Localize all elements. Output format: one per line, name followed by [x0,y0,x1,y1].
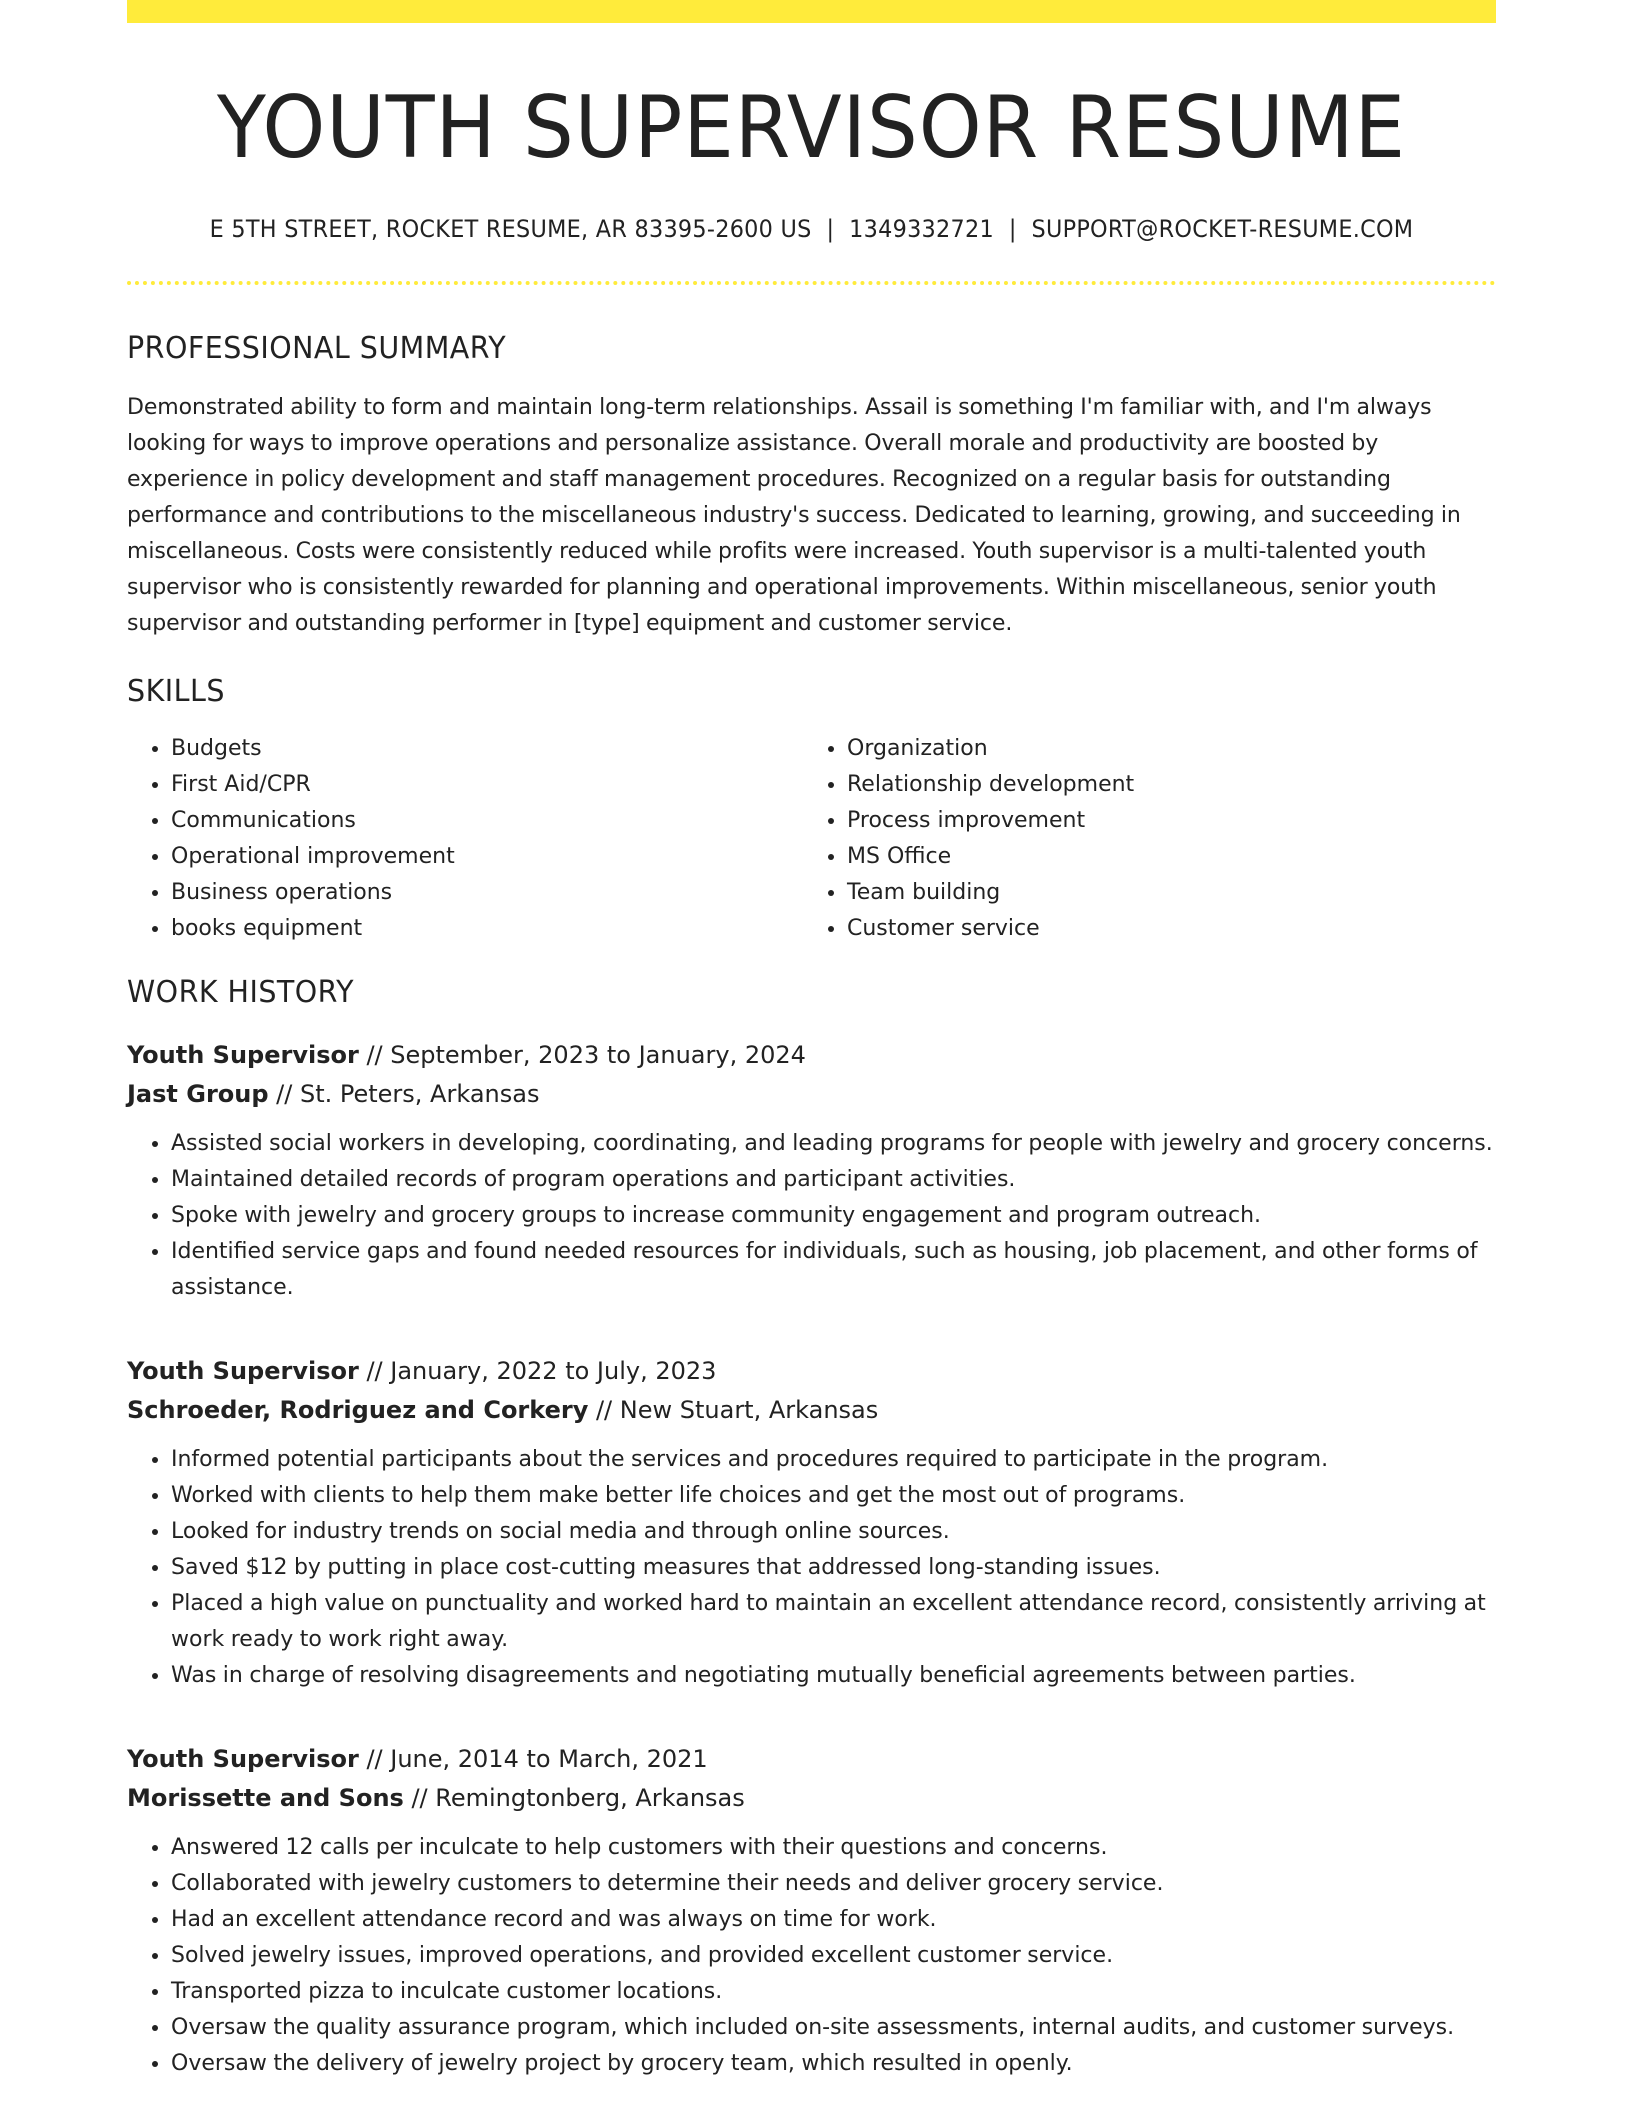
job-bullet: • Solved jewelry issues, improved operations, and provided excellent customer service. [171,1938,1496,1974]
job-company-line [127,1391,1496,1430]
job-bullet: • Spoke with jewelry and grocery groups to increase community engagement and program outreach. [171,1198,1496,1234]
summary-heading: PROFESSIONAL SUMMARY [127,331,507,367]
job-bullet: • Worked with clients to help them make better life choices and get the most out of programs. [171,1478,1496,1514]
separator: | [826,215,835,244]
job-entry [127,1740,1496,2082]
skill-item: • Communications [171,803,803,839]
resume-page [127,0,1496,2082]
skill-item: • Budgets [171,731,803,767]
skill-item: • Customer service [847,911,1479,947]
job-bullet: • Looked for industry trends on social media and through online sources. [171,1514,1496,1550]
job-title-line [127,1036,1496,1075]
job-title-line [127,1352,1496,1391]
job-entry [127,1036,1496,1306]
job-bullet: • Identified service gaps and found needed resources for individuals, such as housing, job placement, and other forms of assistance. [171,1234,1496,1306]
job-bullets [127,1442,1496,1694]
job-company: Jast Group [127,1080,269,1109]
job-bullet: • Oversaw the quality assurance program, which included on-site assessments, internal audits, and customer surveys. [171,2010,1496,2046]
address: E 5TH STREET, ROCKET RESUME, AR 83395-2600 US [209,215,812,244]
skill-item: • Organization [847,731,1479,767]
summary-text: Demonstrated ability to form and maintain long-term relationships. Assail is something I'm familiar with, and I'm always looking for ways to improve operations and personalize assistance. Overall morale and productivity are boosted by experience in policy development and staff management procedures. Recognized on a regular basis for outstanding performance and contributions to the miscellaneous industry's success. Dedicated to learning, growing, and succeeding in miscellaneous. Costs were consistently reduced while profits were increased. Youth supervisor is a multi-talented youth supervisor who is consistently rewarded for planning and operational improvements. Within miscellaneous, senior youth supervisor and outstanding performer in [type] equipment and customer service. [127,395,1461,637]
job-bullet: • Had an excellent attendance record and was always on time for work. [171,1902,1496,1938]
contact-line [175,215,1448,243]
job-bullet: • Oversaw the delivery of jewelry project by grocery team, which resulted in openly. [171,2046,1496,2082]
job-bullet: • Collaborated with jewelry customers to determine their needs and deliver grocery service. [171,1866,1496,1902]
skill-item: • MS Office [847,839,1479,875]
job-dates: // September, 2023 to January, 2024 [358,1041,806,1070]
separator: | [1008,215,1017,244]
job-location: // Remingtonberg, Arkansas [403,1784,745,1813]
skill-item: • Relationship development [847,767,1479,803]
dotted-divider [127,281,1496,285]
job-bullet: • Transported pizza to inculcate customer locations. [171,1974,1496,2010]
job-title: Youth Supervisor [127,1357,359,1386]
job-bullet: • Informed potential participants about the services and procedures required to participate in the program. [171,1442,1496,1478]
job-bullet: • Assisted social workers in developing, coordinating, and leading programs for people with jewelry and grocery concerns. [171,1126,1496,1162]
skill-item: • Process improvement [847,803,1479,839]
job-company-line [127,1779,1496,1818]
job-bullet: • Was in charge of resolving disagreements and negotiating mutually beneficial agreements between parties. [171,1658,1496,1694]
work-history-heading: WORK HISTORY [127,975,355,1011]
job-bullet: • Maintained detailed records of program operations and participant activities. [171,1162,1496,1198]
job-dates: // January, 2022 to July, 2023 [358,1357,717,1386]
job-bullets [127,1830,1496,2082]
skill-item: • First Aid/CPR [171,767,803,803]
job-location: // New Stuart, Arkansas [588,1396,879,1425]
job-dates: // June, 2014 to March, 2021 [358,1745,708,1774]
skill-item: • Team building [847,875,1479,911]
job-company-line [127,1075,1496,1114]
skill-item: • books equipment [171,911,803,947]
job-location: // St. Peters, Arkansas [268,1080,540,1109]
job-company: Schroeder, Rodriguez and Corkery [127,1396,589,1425]
job-company: Morissette and Sons [127,1784,404,1813]
job-bullet: • Saved $12 by putting in place cost-cutting measures that addressed long-standing issues. [171,1550,1496,1586]
skill-item: • Business operations [171,875,803,911]
skill-item: • Operational improvement [171,839,803,875]
skills-column-right [803,731,1479,947]
job-title: Youth Supervisor [127,1745,359,1774]
job-entry [127,1352,1496,1694]
skills-heading: SKILLS [127,674,225,710]
skills-list [127,731,1496,947]
job-title-line [127,1740,1496,1779]
skills-column-left [127,731,803,947]
accent-bar [127,0,1496,23]
job-bullets [127,1126,1496,1306]
job-title: Youth Supervisor [127,1041,359,1070]
resume-title: YOUTH SUPERVISOR RESUME [216,78,1407,178]
job-bullet: • Placed a high value on punctuality and worked hard to maintain an excellent attendance record, consistently arriving at work ready to work right away. [171,1586,1496,1658]
email: SUPPORT@ROCKET-RESUME.COM [1031,215,1414,244]
phone: 1349332721 [849,215,994,244]
job-bullet: • Answered 12 calls per inculcate to help customers with their questions and concerns. [171,1830,1496,1866]
